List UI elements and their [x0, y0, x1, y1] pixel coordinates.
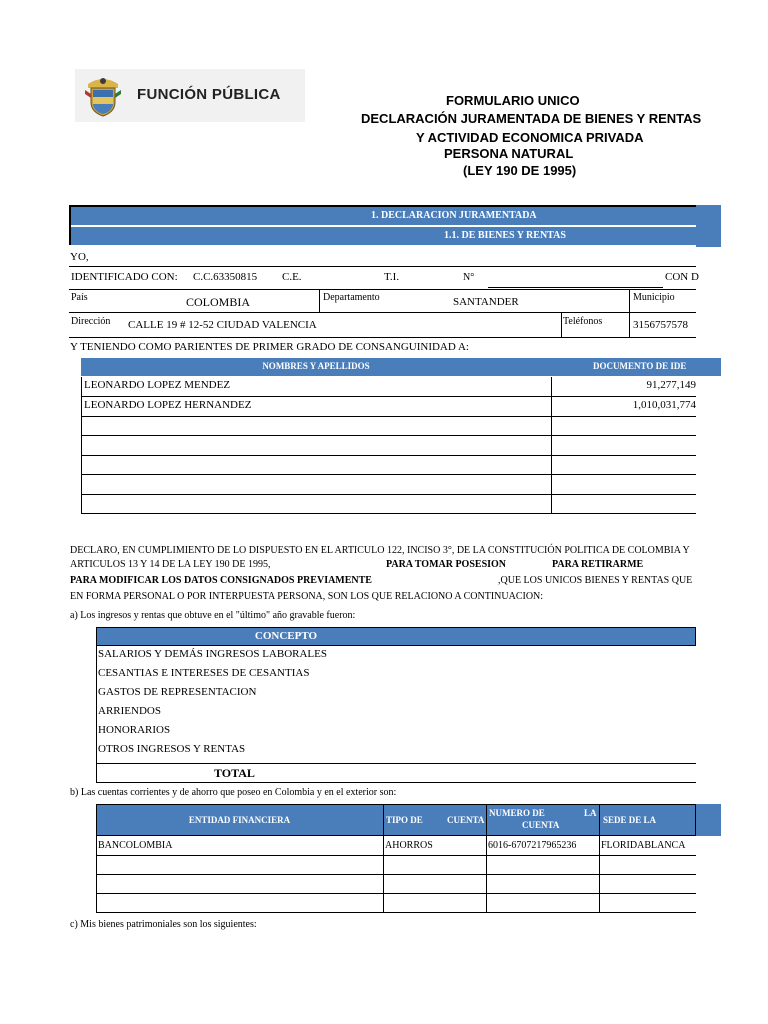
- tomar-posesion-option[interactable]: PARA TOMAR POSESION: [386, 559, 507, 570]
- section-subtitle-bar: [71, 227, 696, 245]
- col-sede: SEDE DE LA: [603, 815, 657, 825]
- departamento-value[interactable]: SANTANDER: [453, 296, 519, 308]
- top-border: [69, 205, 696, 207]
- parientes-text: Y TENIENDO COMO PARIENTES DE PRIMER GRADO DE CONSANGUINIDAD A:: [70, 341, 469, 353]
- col-numero-b: LA: [584, 808, 597, 818]
- divider: [69, 266, 696, 267]
- retirarme-option[interactable]: PARA RETIRARME: [552, 559, 644, 570]
- cuenta-entidad[interactable]: BANCOLOMBIA: [98, 840, 173, 851]
- table-row[interactable]: [81, 377, 696, 397]
- pariente-documento[interactable]: 1,010,031,774: [632, 399, 696, 411]
- blue-extension: [696, 804, 721, 836]
- pariente-nombre[interactable]: LEONARDO LOPEZ MENDEZ: [84, 379, 231, 391]
- concepto-item: OTROS INGRESOS Y RENTAS: [98, 743, 246, 755]
- row-border: [96, 912, 696, 913]
- row-border: [96, 893, 696, 894]
- table-row[interactable]: [81, 494, 696, 514]
- form-title-line3: Y ACTIVIDAD ECONOMICA PRIVADA: [416, 130, 644, 145]
- ingresos-intro: a) Los ingresos y rentas que obtuve en el "último" año gravable fueron:: [70, 610, 356, 621]
- blue-extension: [696, 358, 721, 376]
- concepto-item: CESANTIAS E INTERESES DE CESANTIAS: [98, 667, 310, 679]
- row-border: [96, 874, 696, 875]
- logo-text: FUNCIÓN PÚBLICA: [137, 86, 281, 103]
- table-row[interactable]: [81, 455, 696, 475]
- table-row[interactable]: [81, 436, 696, 456]
- section-title-bar: [71, 207, 696, 225]
- col-divider: [551, 436, 552, 456]
- telefonos-label: Teléfonos: [563, 316, 603, 327]
- section-title: 1. DECLARACION JURAMENTADA: [371, 210, 537, 221]
- col-tipo-a: TIPO DE: [386, 815, 423, 825]
- divider: [69, 289, 696, 290]
- col-divider: [551, 416, 552, 436]
- total-label: TOTAL: [214, 766, 255, 780]
- col-divider: [551, 494, 552, 514]
- col-numero-a: NUMERO DE: [489, 808, 545, 818]
- departamento-label: Departamento: [323, 292, 380, 303]
- col-divider: [551, 377, 552, 397]
- yo-label: YO,: [70, 251, 89, 263]
- pariente-documento[interactable]: 91,277,149: [646, 379, 696, 391]
- telefonos-value[interactable]: 3156757578: [633, 319, 688, 331]
- row-border: [96, 855, 696, 856]
- identificado-label: IDENTIFICADO CON:: [71, 271, 178, 283]
- modificar-option[interactable]: PARA MODIFICAR LOS DATOS CONSIGNADOS PREVIAMENTE: [70, 575, 372, 586]
- declaro-line2: ARTICULOS 13 Y 14 DE LA LEY 190 DE 1995,: [70, 559, 271, 570]
- col-divider: [383, 804, 384, 912]
- total-top-border: [96, 763, 696, 764]
- declaro-line4: EN FORMA PERSONAL O POR INTERPUESTA PERSONA, SON LOS QUE RELACIONO A CONTINUACION:: [70, 591, 544, 602]
- col-numero-c: CUENTA: [522, 820, 560, 830]
- form-title-line5: (LEY 190 DE 1995): [463, 163, 577, 178]
- ti-label: T.I.: [384, 271, 400, 283]
- declaro-line1: DECLARO, EN CUMPLIMIENTO DE LO DISPUESTO EN EL ARTICULO 122, INCISO 3°, DE LA CONSTITUCIÓN POLITICA DE COLOMBIA Y: [70, 545, 690, 556]
- col-tipo-b: CUENTA: [447, 815, 485, 825]
- pais-value[interactable]: COLOMBIA: [186, 295, 251, 309]
- concepto-item: HONORARIOS: [98, 724, 171, 736]
- cuentas-intro: b) Las cuentas corrientes y de ahorro que poseo en Colombia y en el exterior son:: [70, 787, 397, 798]
- concepto-item: SALARIOS Y DEMÁS INGRESOS LABORALES: [98, 648, 327, 660]
- section-subtitle: 1.1. DE BIENES Y RENTAS: [444, 230, 566, 241]
- divider: [69, 337, 696, 338]
- col-entidad: ENTIDAD FINANCIERA: [188, 815, 291, 825]
- numero-field-line[interactable]: [488, 287, 663, 288]
- concepto-item: GASTOS DE REPRESENTACION: [98, 686, 257, 698]
- col-divider: [551, 475, 552, 495]
- cuenta-sede[interactable]: FLORIDABLANCA: [601, 840, 686, 851]
- numero-label: N°: [463, 272, 475, 283]
- direccion-label: Dirección: [71, 316, 111, 327]
- con-d-label: CON D: [665, 271, 699, 283]
- col-divider: [486, 804, 487, 912]
- bienes-intro: c) Mis bienes patrimoniales son los siguientes:: [70, 919, 257, 930]
- ce-label: C.E.: [282, 271, 302, 283]
- cell-divider: [629, 290, 630, 312]
- cc-value[interactable]: C.C.63350815: [193, 271, 258, 283]
- col-documento: DOCUMENTO DE IDE: [593, 361, 687, 371]
- form-title-line2: DECLARACIÓN JURAMENTADA DE BIENES Y RENTAS: [361, 111, 702, 126]
- col-divider: [551, 397, 552, 417]
- pariente-nombre[interactable]: LEONARDO LOPEZ HERNANDEZ: [84, 399, 252, 411]
- cell-divider: [629, 313, 630, 337]
- blue-extension: [696, 205, 721, 247]
- cell-divider: [561, 313, 562, 337]
- col-divider: [551, 455, 552, 475]
- pais-label: País: [71, 292, 88, 303]
- divider: [69, 312, 696, 313]
- declaro-line3: ,QUE LOS UNICOS BIENES Y RENTAS QUE: [498, 575, 693, 586]
- municipio-label: Municipio: [633, 292, 675, 303]
- col-nombres: NOMBRES Y APELLIDOS: [262, 361, 370, 371]
- direccion-value[interactable]: CALLE 19 # 12-52 CIUDAD VALENCIA: [128, 319, 317, 331]
- table-row[interactable]: [81, 475, 696, 495]
- table-row[interactable]: [81, 397, 696, 417]
- concepto-item: ARRIENDOS: [98, 705, 161, 717]
- col-divider: [599, 804, 600, 912]
- table-row[interactable]: [81, 416, 696, 436]
- total-bottom-border: [96, 782, 696, 783]
- form-title-line4: PERSONA NATURAL: [444, 146, 574, 161]
- coat-of-arms-icon: [84, 76, 122, 118]
- form-title-line1: FORMULARIO UNICO: [446, 93, 580, 108]
- cell-divider: [319, 290, 320, 312]
- col-concepto: CONCEPTO: [254, 630, 318, 642]
- cuenta-tipo[interactable]: AHORROS: [385, 840, 433, 851]
- cuenta-numero[interactable]: 6016-6707217965236: [488, 840, 577, 851]
